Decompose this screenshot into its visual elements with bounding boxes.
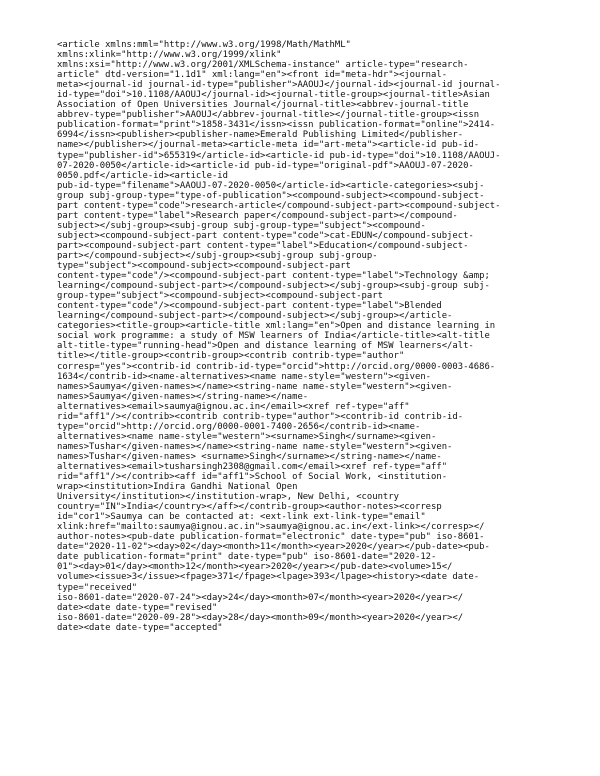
text-line: type="subject"><compound-subject><compound-subject-part xyxy=(57,261,351,272)
text-line: meta><journal-id journal-id-type="publisher">AAOUJ</journal-id><journal-id journal- xyxy=(57,80,501,91)
text-line: xmlns:xlink="http://www.w3.org/1999/xlink" xyxy=(57,50,282,61)
text-line: title></title-group><contrib-group><contrib contrib-type="author" xyxy=(57,351,405,362)
document-page xyxy=(57,40,557,633)
text-line: learning</compound-subject-part></compound-subject></subj-group></article- xyxy=(57,311,453,322)
text-line: group subj-group-type="type-of-publication"><compound-subject><compound-subject- xyxy=(57,190,485,201)
text-line: part><compound-subject-part content-type="label">Education</compound-subject- xyxy=(57,240,469,251)
text-line: 01"><day>01</day><month>12</month><year>2020</year></pub-date><volume>15</ xyxy=(57,562,453,573)
text-line: wrap><institution>Indira Gandhi National Open xyxy=(57,482,298,493)
text-line: type="orcid">http://orcid.org/0000-0001-7400-2656</contrib-id><name- xyxy=(57,421,421,432)
text-line: article" dtd-version="1.1d1" xml:lang="en"><front id="meta-hdr"><journal- xyxy=(57,70,448,81)
text-line: type="received" xyxy=(57,582,138,593)
text-line: volume><issue>3</issue><fpage>371</fpage><lpage>393</lpage><history><date date- xyxy=(57,572,480,583)
text-line: abbrev-type="publisher">AAOUJ</abbrev-journal-title></journal-title-group><issn xyxy=(57,110,480,121)
text-line: author-notes><pub-date publication-format="electronic" date-type="pub" iso-8601- xyxy=(57,532,485,543)
text-line: date="2020-11-02"><day>02</day><month>11</month><year>2020</year></pub-date><pub- xyxy=(57,542,490,553)
text-line: names>Saumya</given-names></name><string-name name-style="western"><given- xyxy=(57,381,453,392)
text-line: 0050.pdf</article-id><article-id xyxy=(57,170,228,181)
text-line: corresp="yes"><contrib-id contrib-id-type="orcid">http://orcid.org/0000-0003-4686- xyxy=(57,361,496,372)
text-line: Association of Open Universities Journal</journal-title><abbrev-journal-title xyxy=(57,100,469,111)
text-line: names>Saumya</given-names></string-name></name- xyxy=(57,391,309,402)
text-line: alt-title-type="running-head">Open and distance learning of MSW learners</alt- xyxy=(57,341,474,352)
text-line: id="cor1">Saumya can be contacted at: <ext-link ext-link-type="email" xyxy=(57,512,426,523)
text-line: 07-2020-0050</article-id><article-id pub-id-type="original-pdf">AAOUJ-07-2020- xyxy=(57,160,474,171)
text-line: part content-type="code">research-article</compound-subject-part><compound-subject- xyxy=(57,200,501,211)
text-line: part></compound-subject></subj-group><subj-group subj-group- xyxy=(57,250,378,261)
text-line: learning</compound-subject-part></compound-subject></subj-group><subj-group subj- xyxy=(57,281,490,292)
text-line: social work programme: a study of MSW learners of India</article-title><alt-title xyxy=(57,331,490,342)
text-line: name></publisher></journal-meta><article-meta id="art-meta"><article-id pub-id- xyxy=(57,140,480,151)
text-line: date><date date-type="accepted" xyxy=(57,622,223,633)
text-line: xlink:href="mailto:saumya@ignou.ac.in">saumya@ignou.ac.in</ext-link></corresp></ xyxy=(57,522,485,533)
text-line: categories><title-group><article-title xml:lang="en">Open and distance learning in xyxy=(57,321,496,332)
text-line: names>Tushar</given-names> <surname>Singh</surname></string-name></name- xyxy=(57,451,442,462)
text-line: rid="aff1"/></contrib><aff id="aff1">School of Social Work, <institution- xyxy=(57,472,448,483)
text-line: content-type="code"/><compound-subject-part content-type="label">Technology &amp; xyxy=(57,271,490,282)
text-line: country="IN">India</country></aff></contrib-group><author-notes><corresp xyxy=(57,502,442,513)
text-line: alternatives><name name-style="western"><surname>Singh</surname><given- xyxy=(57,431,437,442)
text-line: University</institution></institution-wrap>, New Delhi, <country xyxy=(57,492,399,503)
text-line: iso-8601-date="2020-09-28"><day>28</day><month>09</month><year>2020</year></ xyxy=(57,612,464,623)
text-line: 1634</contrib-id><name-alternatives><name name-style="western"><given- xyxy=(57,371,432,382)
text-line: 6994</issn><publisher><publisher-name>Emerald Publishing Limited</publisher- xyxy=(57,130,464,141)
text-line: part content-type="label">Research paper</compound-subject-part></compound- xyxy=(57,210,458,221)
text-line: date publication-format="print" date-type="pub" iso-8601-date="2020-12- xyxy=(57,552,437,563)
text-line: content-type="code"/><compound-subject-part content-type="label">Blended xyxy=(57,301,442,312)
text-line: subject><compound-subject-part content-type="code">cat-EDUN</compound-subject- xyxy=(57,230,474,241)
text-line: alternatives><email>saumya@ignou.ac.in</email><xref ref-type="aff" xyxy=(57,401,410,412)
text-line: subject></subj-group><subj-group subj-group-type="subject"><compound- xyxy=(57,220,426,231)
text-line: rid="aff1"/></contrib><contrib contrib-type="author"><contrib-id contrib-id- xyxy=(57,411,464,422)
text-line: alternatives><email>tusharsingh2308@gmail.com</email><xref ref-type="aff" xyxy=(57,461,448,472)
text-line: type="publisher-id">655319</article-id><article-id pub-id-type="doi">10.1108/AAOUJ- xyxy=(57,150,501,161)
text-line: id-type="doi">10.1108/AAOUJ</journal-id><journal-title-group><journal-title>Asian xyxy=(57,90,490,101)
text-line: names>Tushar</given-names></name><string-name name-style="western"><given- xyxy=(57,441,453,452)
text-line: iso-8601-date="2020-07-24"><day>24</day><month>07</month><year>2020</year></ xyxy=(57,592,464,603)
text-line: publication-format="print">1858-3431</issn><issn publication-format="online">2414- xyxy=(57,120,496,131)
text-line: date><date date-type="revised" xyxy=(57,602,218,613)
text-line: <article xmlns:mml="http://www.w3.org/1998/Math/MathML" xyxy=(57,40,351,50)
text-line: group-type="subject"><compound-subject><compound-subject-part xyxy=(57,291,383,302)
text-line: pub-id-type="filename">AAOUJ-07-2020-0050</article-id><article-categories><subj- xyxy=(57,180,485,191)
text-line: xmlns:xsi="http://www.w3.org/2001/XMLSchema-instance" article-type="research- xyxy=(57,60,469,71)
